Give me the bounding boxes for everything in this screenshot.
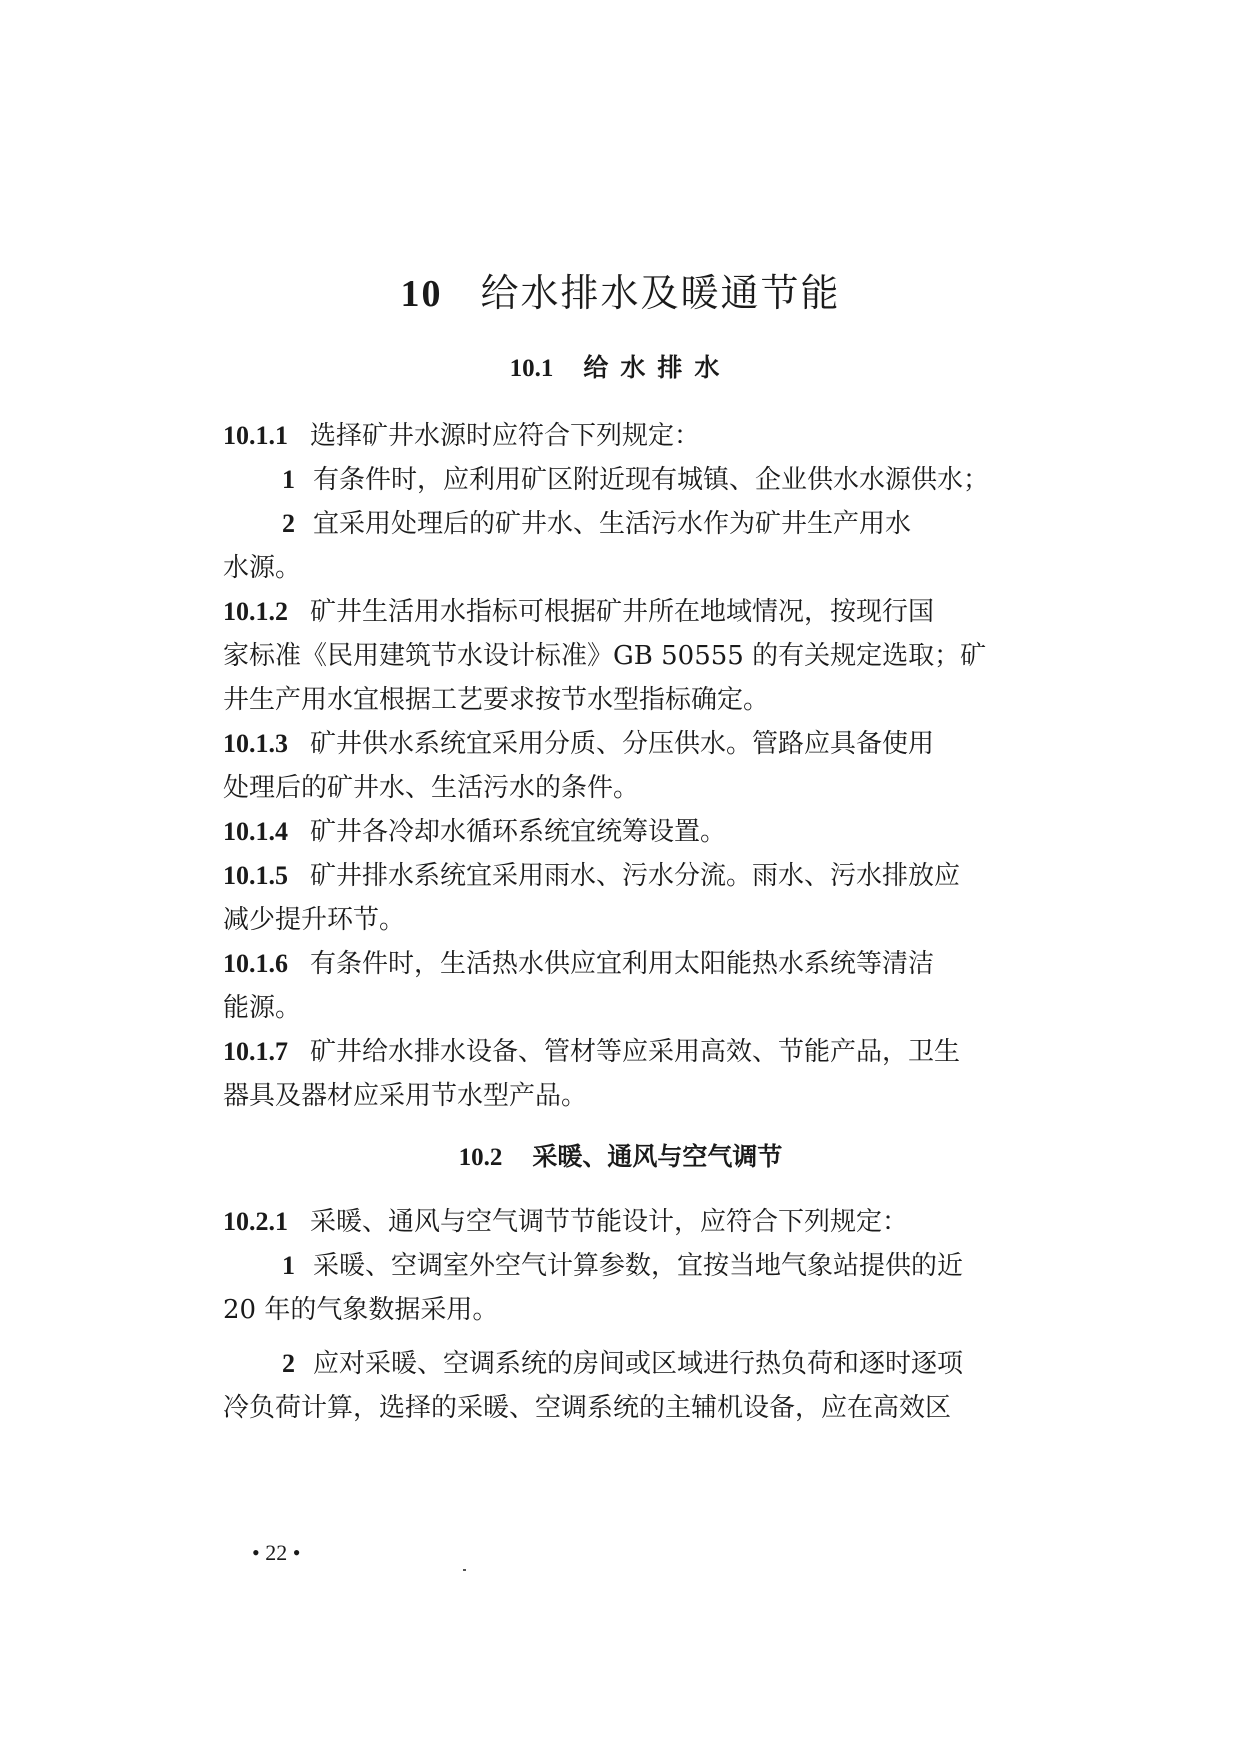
section-title-text: 给水排水 bbox=[583, 353, 732, 382]
section-title bbox=[0, 348, 1241, 384]
item-line bbox=[282, 462, 1142, 498]
clause-line bbox=[223, 814, 1083, 850]
item-line bbox=[282, 1346, 1142, 1382]
item-number: 1 bbox=[282, 1251, 295, 1280]
item-number: 1 bbox=[282, 465, 295, 494]
clause-number: 10.1.5 bbox=[223, 861, 288, 890]
item-line bbox=[282, 506, 1142, 542]
item-continuation: 水源。 bbox=[223, 553, 302, 583]
item-text: 应对采暖、空调系统的房间或区域进行热负荷和逐时逐项 bbox=[313, 1349, 964, 1379]
clause-number: 10.1.4 bbox=[223, 817, 288, 846]
clause-number: 10.1.6 bbox=[223, 949, 288, 978]
clause-line bbox=[223, 1204, 1083, 1240]
page-number: • 22 • bbox=[252, 1540, 301, 1565]
clause-text: 矿井生活用水指标可根据矿井所在地域情况，按现行国 bbox=[310, 597, 935, 627]
clause-line bbox=[223, 946, 1083, 982]
item-text: 宜采用处理后的矿井水、生活污水作为矿井生产用水 bbox=[313, 509, 912, 539]
clause-text: 选择矿井水源时应符合下列规定： bbox=[310, 421, 701, 451]
clause-number: 10.1.1 bbox=[223, 421, 288, 450]
item-text: 采暖、空调室外空气计算参数，宜按当地气象站提供的近 bbox=[313, 1251, 964, 1281]
clause-continuation: 减少提升环节。 bbox=[223, 905, 406, 935]
item-number: 2 bbox=[282, 1349, 295, 1378]
clause-text: 矿井给水排水设备、管材等应采用高效、节能产品，卫生 bbox=[310, 1037, 961, 1067]
clause-continuation: 处理后的矿井水、生活污水的条件。 bbox=[223, 773, 640, 803]
scan-speck bbox=[463, 1569, 466, 1571]
item-text: 有条件时，应利用矿区附近现有城镇、企业供水水源供水； bbox=[313, 465, 990, 495]
item-number: 2 bbox=[282, 509, 295, 538]
clause-line bbox=[223, 726, 1083, 762]
clause-continuation: 能源。 bbox=[223, 993, 302, 1023]
clause-line bbox=[223, 1034, 1083, 1070]
clause-text: 有条件时，生活热水供应宜利用太阳能热水系统等清洁 bbox=[310, 949, 935, 979]
clause-line bbox=[223, 858, 1083, 894]
clause-number: 10.1.2 bbox=[223, 597, 288, 626]
clause-number: 10.1.3 bbox=[223, 729, 288, 758]
clause-continuation: 家标准《民用建筑节水设计标准》GB 50555 的有关规定选取；矿 bbox=[223, 641, 987, 671]
clause-line bbox=[223, 594, 1083, 630]
item-continuation: 20 年的气象数据采用。 bbox=[223, 1295, 499, 1325]
chapter-number: 10 bbox=[400, 273, 443, 315]
item-line bbox=[282, 1248, 1142, 1284]
clause-text: 矿井各冷却水循环系统宜统筹设置。 bbox=[310, 817, 727, 847]
clause-text: 矿井供水系统宜采用分质、分压供水。管路应具备使用 bbox=[310, 729, 935, 759]
clause-line bbox=[223, 418, 1083, 454]
clause-text: 矿井排水系统宜采用雨水、污水分流。雨水、污水排放应 bbox=[310, 861, 961, 891]
clause-continuation: 器具及器材应采用节水型产品。 bbox=[223, 1081, 588, 1111]
clause-continuation: 井生产用水宜根据工艺要求按节水型指标确定。 bbox=[223, 685, 770, 715]
section-number: 10.1 bbox=[509, 355, 554, 382]
item-continuation: 冷负荷计算，选择的采暖、空调系统的主辅机设备，应在高效区 bbox=[223, 1393, 952, 1423]
section-number: 10.2 bbox=[458, 1144, 503, 1171]
chapter-title bbox=[0, 262, 1241, 317]
clause-text: 采暖、通风与空气调节节能设计，应符合下列规定： bbox=[310, 1207, 909, 1237]
clause-number: 10.2.1 bbox=[223, 1207, 288, 1236]
clause-number: 10.1.7 bbox=[223, 1037, 288, 1066]
chapter-title-text: 给水排水及暖通节能 bbox=[480, 271, 841, 315]
section-title-text: 采暖、通风与空气调节 bbox=[532, 1142, 783, 1171]
section-title bbox=[0, 1137, 1241, 1173]
